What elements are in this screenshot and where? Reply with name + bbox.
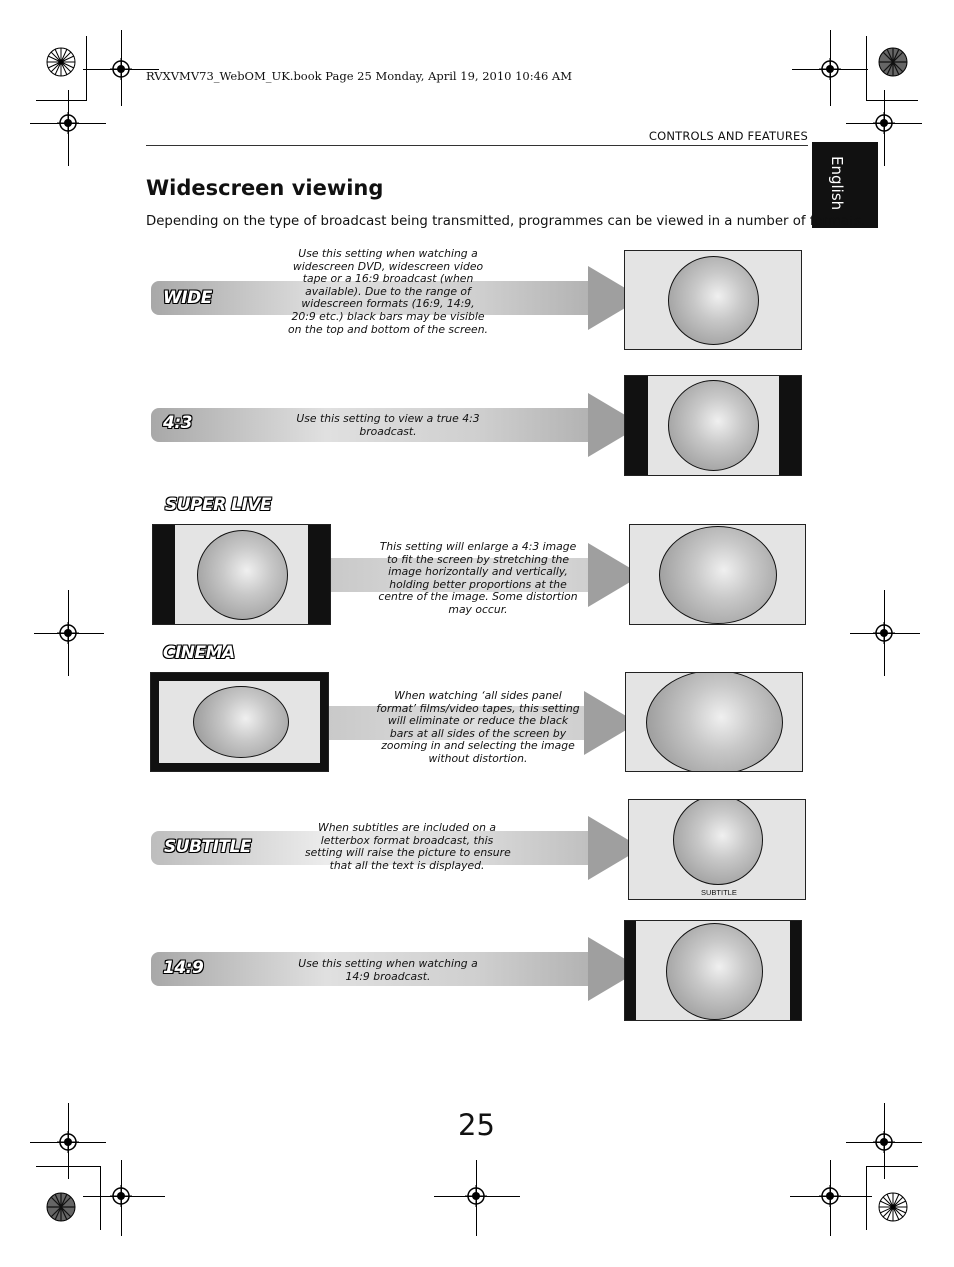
super-live-result-illustration — [629, 524, 806, 625]
fourteen-nine-label: 14:9 — [163, 958, 204, 978]
subtitle-label: SUBTITLE — [164, 837, 251, 857]
page-title: Widescreen viewing — [146, 176, 384, 200]
registration-target-icon — [819, 58, 841, 80]
subtitle-screen-illustration — [628, 799, 806, 900]
super-live-description: This setting will enlarge a 4:3 image to fit the screen by stretching the image horizontally and vertically, holding better proportions at the centre of the image. Some distortion may occur. — [378, 540, 578, 616]
fourteen-nine-screen-illustration — [624, 920, 802, 1021]
registration-target-icon — [873, 1131, 895, 1153]
picture-circle — [668, 380, 759, 471]
wide-label: WIDE — [163, 288, 212, 308]
language-tab-label: English — [828, 156, 846, 211]
picture-ellipse — [193, 686, 289, 758]
header-rule — [146, 145, 808, 146]
cinema-result-illustration — [625, 672, 803, 772]
super-live-label: SUPER LIVE — [165, 495, 272, 515]
color-rosette-icon — [46, 47, 76, 77]
registration-target-icon — [110, 58, 132, 80]
super-live-source-illustration — [152, 524, 331, 625]
wide-screen-illustration — [624, 250, 802, 350]
picture-circle — [668, 256, 759, 345]
four-three-label: 4:3 — [163, 413, 192, 433]
picture-ellipse — [646, 672, 783, 772]
cinema-source-illustration — [150, 672, 329, 772]
page-number: 25 — [458, 1108, 495, 1142]
registration-target-icon — [57, 112, 79, 134]
color-rosette-icon — [878, 47, 908, 77]
wide-description: Use this setting when watching a widescreen DVD, widescreen video tape or a 16:9 broadcast (when available). Due to the range of widescreen formats (16:9, 14:9, 20:9 etc.) black bars may be visible on the top and bottom of the screen. — [288, 247, 488, 336]
cinema-description: When watching ‘all sides panel format’ films/video tapes, this setting will eliminate or reduce the black bars at all sides of the screen by zooming in and selecting the image without distortion. — [376, 689, 580, 765]
picture-ellipse — [659, 526, 777, 624]
registration-target-icon — [465, 1185, 487, 1207]
intro-paragraph: Depending on the type of broadcast being transmitted, programmes can be viewed in a number of formats. — [146, 214, 866, 229]
picture-circle — [197, 530, 288, 620]
color-rosette-icon — [878, 1192, 908, 1222]
registration-target-icon — [57, 622, 79, 644]
registration-target-icon — [873, 622, 895, 644]
subtitle-screen-text: SUBTITLE — [701, 888, 737, 897]
subtitle-description: When subtitles are included on a letterbox format broadcast, this setting will raise the picture to ensure that all the text is displayed. — [305, 821, 511, 872]
registration-target-icon — [110, 1185, 132, 1207]
picture-circle — [673, 799, 763, 885]
registration-target-icon — [819, 1185, 841, 1207]
fourteen-nine-description: Use this setting when watching a 14:9 broadcast. — [298, 957, 478, 983]
registration-target-icon — [873, 112, 895, 134]
four-three-screen-illustration — [624, 375, 802, 476]
picture-circle — [666, 923, 763, 1020]
color-rosette-icon — [46, 1192, 76, 1222]
print-info-line: RVXVMV73_WebOM_UK.book Page 25 Monday, April 19, 2010 10:46 AM — [146, 69, 572, 83]
registration-target-icon — [57, 1131, 79, 1153]
four-three-description: Use this setting to view a true 4:3 broadcast. — [296, 412, 480, 438]
section-header: CONTROLS AND FEATURES — [648, 129, 808, 143]
cinema-label: CINEMA — [163, 643, 235, 663]
